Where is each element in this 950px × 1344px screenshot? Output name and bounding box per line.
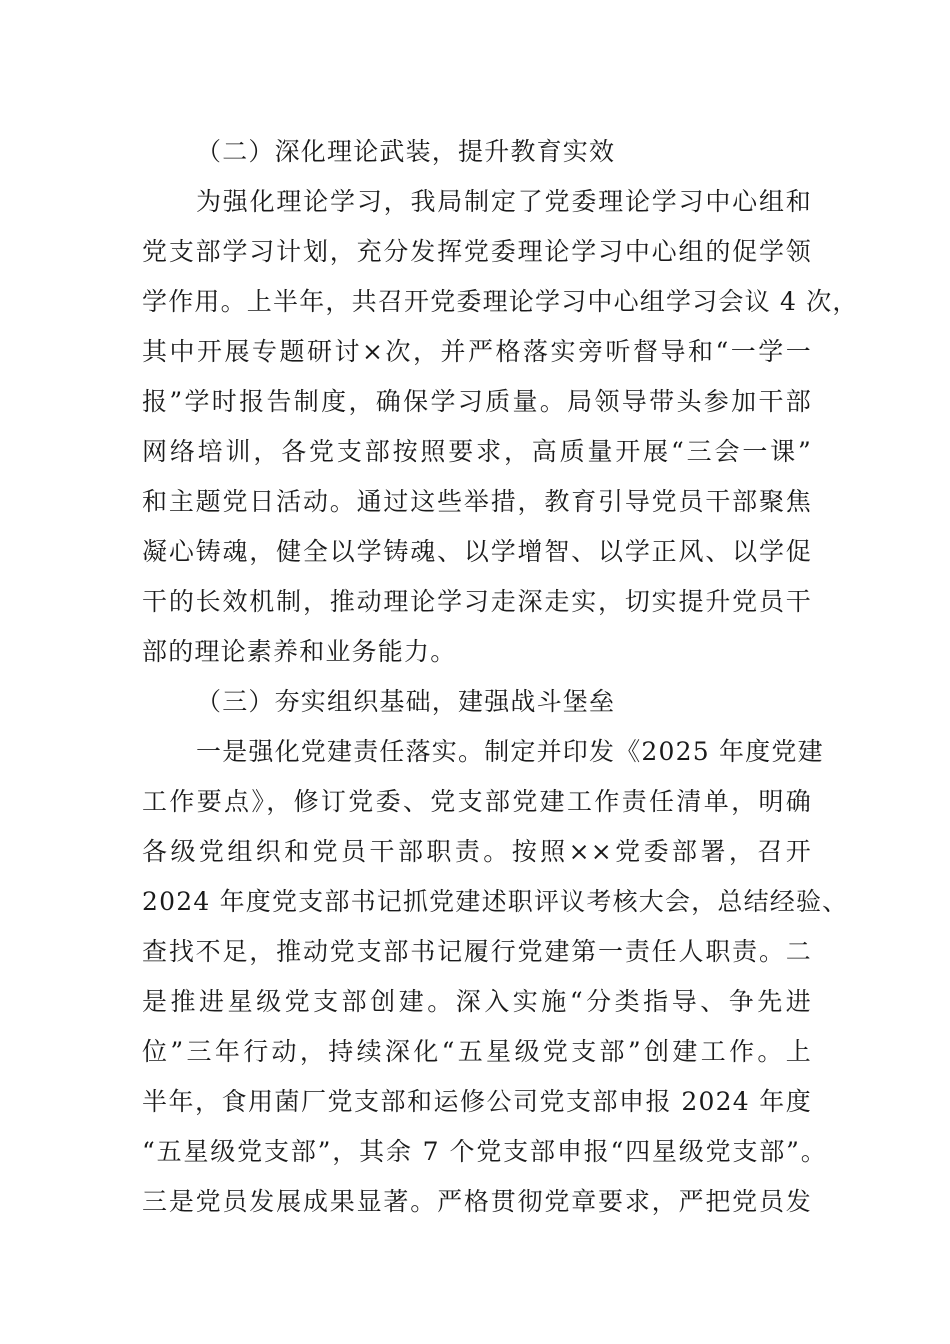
paragraph-line: 查找不足，推动党支部书记履行党建第一责任人职责。二 [142, 937, 812, 966]
paragraph-line: 和主题党日活动。通过这些举措，教育引导党员干部聚焦 [142, 487, 812, 516]
paragraph-line: 其中开展专题研讨×次，并严格落实旁听督导和“一学一 [142, 337, 812, 366]
paragraph-line: 凝心铸魂，健全以学铸魂、以学增智、以学正风、以学促 [142, 537, 812, 566]
paragraph-line: 党支部学习计划，充分发挥党委理论学习中心组的促学领 [142, 237, 812, 266]
paragraph-line: 工作要点》，修订党委、党支部党建工作责任清单，明确 [142, 787, 812, 816]
paragraph-line: 报”学时报告制度，确保学习质量。局领导带头参加干部 [142, 387, 812, 416]
paragraph-line: 是推进星级党支部创建。深入实施“分类指导、争先进 [142, 987, 812, 1016]
section-heading-2: （二）深化理论武装，提升教育实效 [196, 137, 616, 166]
paragraph-line: 各级党组织和党员干部职责。按照××党委部署，召开 [142, 837, 812, 866]
paragraph-line: 半年，食用菌厂党支部和运修公司党支部申报 2024 年度 [142, 1087, 812, 1116]
paragraph-line: 三是党员发展成果显著。严格贯彻党章要求，严把党员发 [142, 1187, 812, 1216]
paragraph-line: “五星级党支部”，其余 7 个党支部申报“四星级党支部”。 [142, 1137, 827, 1166]
section-heading-3: （三）夯实组织基础，建强战斗堡垒 [196, 687, 616, 716]
paragraph-line: 部的理论素养和业务能力。 [142, 637, 457, 666]
paragraph-line: 2024 年度党支部书记抓党建述职评议考核大会，总结经验、 [142, 887, 849, 916]
paragraph-line: 学作用。上半年，共召开党委理论学习中心组学习会议 4 次， [142, 287, 859, 316]
paragraph-line: 一是强化党建责任落实。制定并印发《2025 年度党建 [196, 737, 824, 766]
paragraph-line: 位”三年行动，持续深化“五星级党支部”创建工作。上 [142, 1037, 812, 1066]
paragraph-line: 为强化理论学习，我局制定了党委理论学习中心组和 [196, 187, 812, 216]
paragraph-line: 网络培训，各党支部按照要求，高质量开展“三会一课” [142, 437, 812, 466]
paragraph-line: 干的长效机制，推动理论学习走深走实，切实提升党员干 [142, 587, 812, 616]
